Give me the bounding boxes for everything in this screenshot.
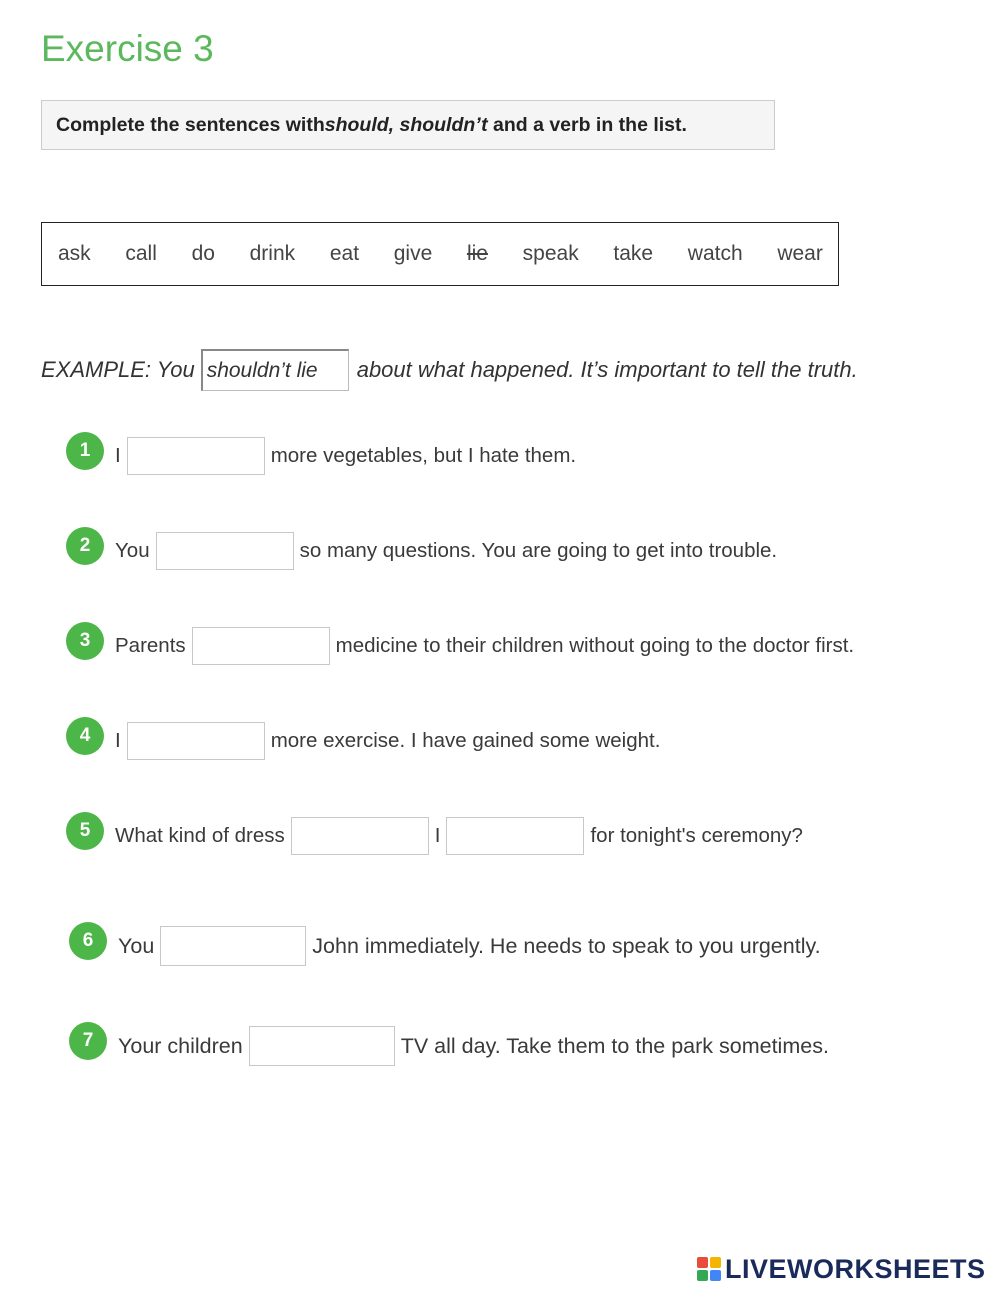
liveworksheets-logo: [697, 1252, 986, 1286]
word-lie-struck: lie: [466, 242, 488, 265]
word-do: do: [191, 242, 215, 265]
question-text-after: TV all day. Take them to the park sometimes.: [400, 1033, 829, 1058]
answer-input-1[interactable]: [127, 437, 265, 475]
instruction-text-2: and a verb in the list.: [487, 113, 687, 136]
question-number-badge: 3: [66, 622, 104, 660]
question-text-before: I: [115, 729, 121, 752]
answer-input-5a[interactable]: [291, 817, 429, 855]
word-list-box: [41, 222, 839, 286]
question-number-badge: 7: [69, 1022, 107, 1060]
word-take: take: [613, 242, 654, 265]
example-suffix: about what happened. It’s important to tell the truth.: [356, 357, 858, 382]
instruction-emphasis: should, shouldn’t: [324, 113, 488, 136]
question-text-before: I: [115, 444, 121, 467]
question-3: [66, 625, 854, 667]
question-number-badge: 1: [66, 432, 104, 470]
answer-input-3[interactable]: [192, 627, 330, 665]
question-5: [66, 815, 803, 857]
example-sentence: [41, 348, 858, 392]
question-number-badge: 5: [66, 812, 104, 850]
question-text-after: medicine to their children without going to the doctor first.: [335, 634, 855, 657]
word-give: give: [393, 242, 433, 265]
answer-input-5b[interactable]: [446, 817, 584, 855]
answer-input-6[interactable]: [160, 926, 306, 966]
question-number-badge: 6: [69, 922, 107, 960]
word-call: call: [125, 242, 157, 265]
question-text-after: so many questions. You are going to get into trouble.: [299, 539, 778, 562]
question-text-before: You: [118, 933, 155, 958]
answer-input-7[interactable]: [249, 1026, 395, 1066]
question-number-badge: 4: [66, 717, 104, 755]
question-7: [69, 1025, 829, 1067]
question-text-before: You: [115, 539, 150, 562]
instruction-text-1: Complete the sentences with: [56, 113, 325, 136]
word-wear: wear: [777, 242, 823, 265]
word-watch: watch: [687, 242, 743, 265]
page-title: Exercise 3: [41, 28, 214, 69]
question-text-after: for tonight's ceremony?: [590, 824, 803, 847]
instruction-box: [41, 100, 775, 150]
question-text-after: more exercise. I have gained some weight.: [270, 729, 661, 752]
word-speak: speak: [522, 242, 579, 265]
question-text-before: Parents: [115, 634, 186, 657]
question-6: [69, 925, 821, 967]
example-answer-box: shouldn’t lie: [201, 349, 349, 391]
question-text-after: more vegetables, but I hate them.: [270, 444, 577, 467]
question-number-badge: 2: [66, 527, 104, 565]
question-text-before: What kind of dress: [115, 824, 285, 847]
word-eat: eat: [329, 242, 360, 265]
question-4: [66, 720, 660, 762]
question-1: [66, 435, 576, 477]
answer-input-2[interactable]: [156, 532, 294, 570]
question-text-after: John immediately. He needs to speak to you urgently.: [312, 933, 821, 958]
word-ask: ask: [58, 242, 91, 265]
question-2: [66, 530, 777, 572]
logo-text: LIVEWORKSHEETS: [725, 1253, 986, 1284]
question-text-middle: I: [434, 824, 441, 847]
word-drink: drink: [249, 242, 296, 265]
answer-input-4[interactable]: [127, 722, 265, 760]
liveworksheets-logo-icon: [697, 1257, 721, 1281]
example-prefix: EXAMPLE: You: [41, 357, 195, 382]
question-text-before: Your children: [118, 1033, 243, 1058]
